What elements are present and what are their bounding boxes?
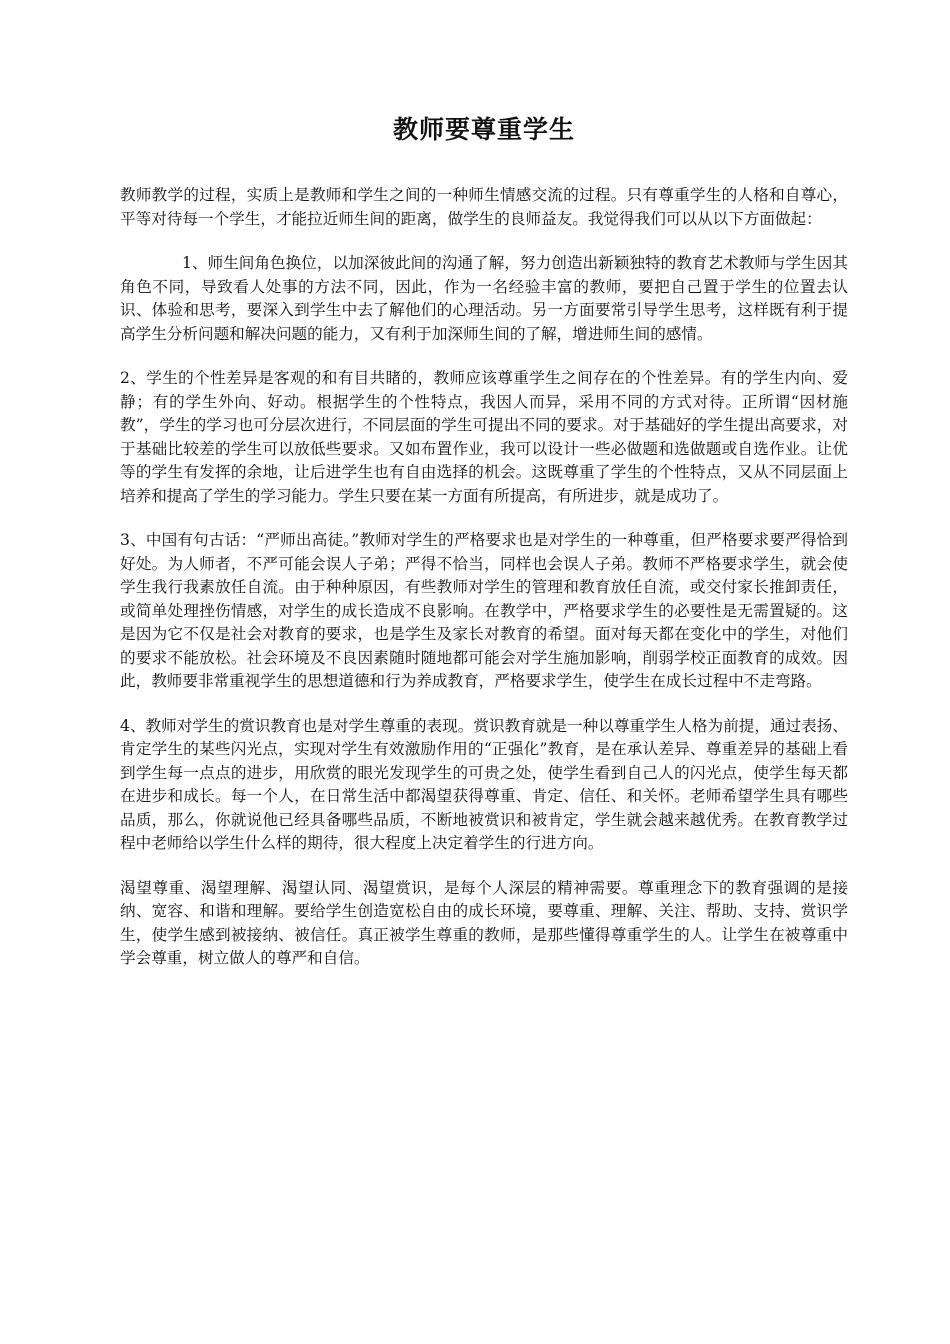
paragraph-intro: 教师教学的过程，实质上是教师和学生之间的一种师生情感交流的过程。只有尊重学生的人格和自尊心，平等对待每一个学生，才能拉近师生间的距离，做学生的良师益友。我觉得我们可以从以下方面做起： [120, 186, 848, 228]
paragraph-point-3: 3、中国有句古话：“严师出高徒。”教师对学生的严格要求也是对学生的一种尊重，但严格要求要严得恰到好处。为人师者，不严可能会误人子弟；严得不恰当，同样也会误人子弟。教师不严格要求学生，就会使学生我行我素放任自流。由于种种原因，有些教师对学生的管理和教育放任自流，或交付家长推卸责任，或简单处理挫伤情感，对学生的成长造成不良影响。在教学中，严格要求学生的必要性是无需置疑的。这是因为它不仅是社会对教育的要求，也是学生及家长对教育的希望。面对每天都在变化中的学生，对他们的要求不能放松。社会环境及不良因素随时随地都可能会对学生施加影响，削弱学校正面教育的成效。因此，教师要非常重视学生的思想道德和行为养成教育，严格要求学生，使学生在成长过程中不走弯路。 [120, 531, 848, 690]
paragraph-conclusion: 渴望尊重、渴望理解、渴望认同、渴望赏识，是每个人深层的精神需要。尊重理念下的教育强调的是接纳、宽容、和谐和理解。要给学生创造宽松自由的成长环境，要尊重、理解、关注、帮助、支持、赏识学生，使学生感到被接纳、被信任。真正被学生尊重的教师，是那些懂得尊重学生的人。让学生在被尊重中学会尊重，树立做人的尊严和自信。 [120, 878, 848, 967]
document-title: 教师要尊重学生 [392, 115, 575, 144]
paragraph-point-4: 4、教师对学生的赏识教育也是对学生尊重的表现。赏识教育就是一种以尊重学生人格为前提，通过表扬、肯定学生的某些闪光点，实现对学生有效激励作用的“正强化”教育，是在承认差异、尊重差异的基础上看到学生每一点点的进步，用欣赏的眼光发现学生的可贵之处，使学生看到自己人的闪光点，使学生每天都在进步和成长。每一个人，在日常生活中都渴望获得尊重、肯定、信任、和关怀。老师希望学生具有哪些品质，那么，你就说他已经具备哪些品质，不断地被赏识和被肯定，学生就会越来越优秀。在教育教学过程中老师给以学生什么样的期待，很大程度上决定着学生的行进方向。 [120, 716, 848, 852]
paragraph-point-1: 1、师生间角色换位，以加深彼此间的沟通了解，努力创造出新颖独特的教育艺术教师与学生因其角色不同，导致看人处事的方法不同，因此，作为一名经验丰富的教师，要把自己置于学生的位置去认识、体验和思考，要深入到学生中去了解他们的心理活动。另一方面要常引导学生思考，这样既有利于提高学生分析问题和解决问题的能力，又有利于加深师生间的了解，增进师生间的感情。 [120, 254, 848, 343]
document-page [120, 112, 848, 992]
paragraph-point-2: 2、学生的个性差异是客观的和有目共睹的，教师应该尊重学生之间存在的个性差异。有的学生内向、爱静；有的学生外向、好动。根据学生的个性特点，我因人而异，采用不同的方式对待。正所谓“因材施教”，学生的学习也可分层次进行，不同层面的学生可提出不同的要求。对于基础好的学生提出高要求，对于基础比较差的学生可以放低些要求。又如布置作业，我可以设计一些必做题和选做题或自选作业。让优等的学生有发挥的余地，让后进学生也有自由选择的机会。这既尊重了学生的个性特点，又从不同层面上培养和提高了学生的学习能力。学生只要在某一方面有所提高，有所进步，就是成功了。 [120, 369, 848, 505]
